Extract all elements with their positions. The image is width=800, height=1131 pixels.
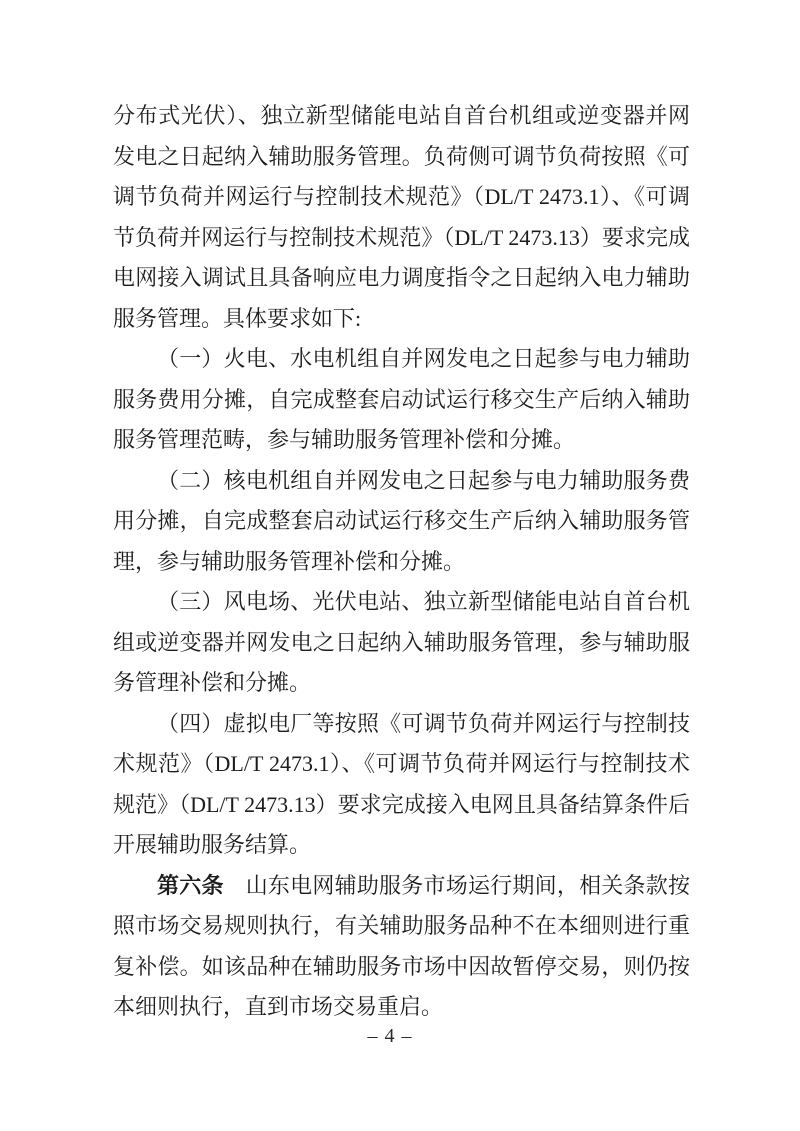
paragraph: 分布式光伏）、独立新型储能电站自首台机组或逆变器并网发电之日起纳入辅助服务管理。负荷侧可调节负荷按照《可调节负荷并网运行与控制技术规范》（DL/T 2473.1）、《可调节负荷并网运行与控制技术规范》（DL/T 2473.13）要求完成电网接入调试且具备响应电力调度指令之日起纳入电力辅助服务管理。具体要求如下: <box>113 103 690 331</box>
paragraph: （一）火电、水电机组自并网发电之日起参与电力辅助服务费用分摊，自完成整套启动试运行移交生产后纳入辅助服务管理范畴，参与辅助服务管理补偿和分摊。 <box>113 346 690 452</box>
paragraph: （四）虚拟电厂等按照《可调节负荷并网运行与控制技术规范》（DL/T 2473.1）、《可调节负荷并网运行与控制技术规范》（DL/T 2473.13）要求完成接入电网且具备结算条件后开展辅助服务结算。 <box>113 710 690 857</box>
paragraph: （二）核电机组自并网发电之日起参与电力辅助服务费用分摊，自完成整套启动试运行移交生产后纳入辅助服务管理，参与辅助服务管理补偿和分摊。 <box>113 467 690 574</box>
page-number: – 4 – <box>367 1025 413 1047</box>
paragraph: 第六条 山东电网辅助服务市场运行期间，相关条款按照市场交易规则执行，有关辅助服务品种不在本细则进行重复补偿。如该品种在辅助服务市场中因故暂停交易，则仍按本细则执行，直到市场交易重启。 <box>113 872 690 1019</box>
document-body <box>113 96 690 1028</box>
paragraph: （三）风电场、光伏电站、独立新型储能电站自首台机组或逆变器并网发电之日起纳入辅助服务管理，参与辅助服务管理补偿和分摊。 <box>113 589 690 695</box>
article-number: 第六条 <box>157 872 224 898</box>
